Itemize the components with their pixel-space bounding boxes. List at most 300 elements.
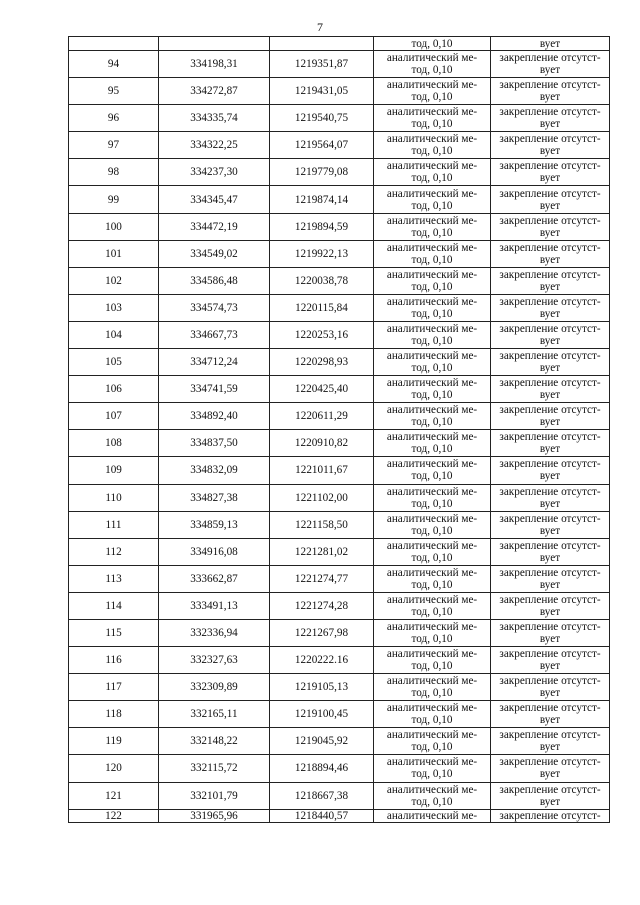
method-text bbox=[374, 513, 490, 537]
method-text bbox=[374, 431, 490, 455]
cell-x: 334335,74 bbox=[159, 105, 270, 132]
table-row bbox=[69, 51, 610, 78]
cell-method: тод, 0,10 bbox=[374, 37, 491, 51]
method-text bbox=[374, 296, 490, 320]
table-row bbox=[69, 430, 610, 457]
fixation-line-1: закрепление отсутст- bbox=[499, 377, 601, 390]
coordinates-table bbox=[68, 36, 610, 823]
method-line-2: тод, 0,10 bbox=[411, 660, 453, 673]
fixation-text bbox=[491, 79, 609, 103]
cell-point-number: 94 bbox=[69, 51, 159, 78]
fixation-line-1: закрепление отсутст- bbox=[499, 52, 601, 65]
fixation-line-2: вует bbox=[539, 605, 561, 618]
table-row bbox=[69, 511, 610, 538]
fixation-line-2: вует bbox=[539, 768, 561, 781]
fixation-line-1: закрепление отсутст- bbox=[499, 79, 601, 92]
method-line-2: тод, 0,10 bbox=[411, 253, 453, 266]
method-line-2: тод, 0,10 bbox=[411, 687, 453, 700]
cell-point-number: 100 bbox=[69, 213, 159, 240]
cell-point-number: 113 bbox=[69, 565, 159, 592]
cell-method bbox=[374, 403, 491, 430]
table-row bbox=[69, 538, 610, 565]
method-line-1: аналитический ме- bbox=[386, 133, 478, 146]
cell-y: 1220253,16 bbox=[270, 321, 374, 348]
cell-x: 333662,87 bbox=[159, 565, 270, 592]
cell-fixation bbox=[491, 159, 610, 186]
cell-y: 1220298,93 bbox=[270, 349, 374, 376]
cell-fixation bbox=[491, 457, 610, 484]
method-text bbox=[374, 79, 490, 103]
method-line-2: тод, 0,10 bbox=[411, 307, 453, 320]
fixation-text bbox=[491, 133, 609, 157]
cell-x bbox=[159, 37, 270, 51]
cell-point-number: 122 bbox=[69, 809, 159, 822]
fixation-line-2: вует bbox=[539, 551, 561, 564]
fixation-text bbox=[491, 540, 609, 564]
cell-x: 334272,87 bbox=[159, 78, 270, 105]
cell-point-number: 106 bbox=[69, 376, 159, 403]
method-line-2: тод, 0,10 bbox=[411, 389, 453, 402]
fixation-line-2: вует bbox=[539, 91, 561, 104]
method-line-1: аналитический ме- bbox=[386, 187, 478, 200]
fixation-line-1: закрепление отсутст- bbox=[499, 675, 601, 688]
method-line-1: аналитический ме- bbox=[386, 52, 478, 65]
cell-point-number: 103 bbox=[69, 294, 159, 321]
fixation-text bbox=[491, 729, 609, 753]
cell-fixation bbox=[491, 403, 610, 430]
cell-x: 334322,25 bbox=[159, 132, 270, 159]
method-line-1: аналитический ме- bbox=[386, 756, 478, 769]
table-row bbox=[69, 376, 610, 403]
method-line-2: тод, 0,10 bbox=[411, 334, 453, 347]
method-text bbox=[374, 702, 490, 726]
method-text bbox=[374, 52, 490, 76]
cell-x: 334667,73 bbox=[159, 321, 270, 348]
cell-point-number: 108 bbox=[69, 430, 159, 457]
method-text bbox=[374, 160, 490, 184]
cell-point-number: 110 bbox=[69, 484, 159, 511]
cell-point-number: 102 bbox=[69, 267, 159, 294]
cell-point-number: 117 bbox=[69, 674, 159, 701]
table-row bbox=[69, 782, 610, 809]
method-text bbox=[374, 621, 490, 645]
method-text bbox=[374, 269, 490, 293]
cell-y: 1220038,78 bbox=[270, 267, 374, 294]
fixation-text bbox=[491, 756, 609, 780]
cell-fixation bbox=[491, 132, 610, 159]
cell-x: 332309,89 bbox=[159, 674, 270, 701]
cell-fixation bbox=[491, 186, 610, 213]
cell-point-number: 95 bbox=[69, 78, 159, 105]
fixation-line-2: вует bbox=[539, 524, 561, 537]
method-line-1: аналитический ме- bbox=[386, 566, 478, 579]
cell-fixation bbox=[491, 701, 610, 728]
fixation-line-1: закрепление отсутст- bbox=[499, 160, 601, 173]
cell-point-number: 99 bbox=[69, 186, 159, 213]
cell-y: 1221102,00 bbox=[270, 484, 374, 511]
table-row bbox=[69, 565, 610, 592]
cell-point-number: 109 bbox=[69, 457, 159, 484]
cell-y: 1220425,40 bbox=[270, 376, 374, 403]
cell-method bbox=[374, 213, 491, 240]
cell-method bbox=[374, 701, 491, 728]
cell-y: 1221267,98 bbox=[270, 619, 374, 646]
cell-fixation bbox=[491, 267, 610, 294]
cell-x: 334837,50 bbox=[159, 430, 270, 457]
method-text bbox=[374, 540, 490, 564]
method-line-2: тод, 0,10 bbox=[411, 741, 453, 754]
cell-y: 1219540,75 bbox=[270, 105, 374, 132]
fixation-line-1: закрепление отсутст- bbox=[499, 214, 601, 227]
cell-method bbox=[374, 592, 491, 619]
cell-fixation bbox=[491, 51, 610, 78]
cell-fixation bbox=[491, 728, 610, 755]
fixation-text bbox=[491, 784, 609, 808]
method-line-1: аналитический ме- bbox=[386, 729, 478, 742]
cell-fixation bbox=[491, 565, 610, 592]
method-line-1: аналитический ме- bbox=[386, 268, 478, 281]
method-line-1: аналитический ме- bbox=[386, 79, 478, 92]
cell-y: 1220115,84 bbox=[270, 294, 374, 321]
fixation-line-2: вует bbox=[539, 199, 561, 212]
method-text bbox=[374, 404, 490, 428]
method-text bbox=[374, 377, 490, 401]
method-line-1: аналитический ме- bbox=[386, 106, 478, 119]
fixation-text bbox=[491, 323, 609, 347]
cell-point-number: 104 bbox=[69, 321, 159, 348]
method-text bbox=[374, 242, 490, 266]
cell-x: 334859,13 bbox=[159, 511, 270, 538]
fixation-line-1: закрепление отсутст- bbox=[499, 783, 601, 796]
cell-y: 1219922,13 bbox=[270, 240, 374, 267]
method-text bbox=[374, 215, 490, 239]
fixation-text bbox=[491, 648, 609, 672]
table-row bbox=[69, 755, 610, 782]
cell-x: 332101,79 bbox=[159, 782, 270, 809]
fixation-line-2: вует bbox=[539, 660, 561, 673]
table-row bbox=[69, 105, 610, 132]
cell-fixation bbox=[491, 430, 610, 457]
cell-y: 1219351,87 bbox=[270, 51, 374, 78]
cell-y: 1219100,45 bbox=[270, 701, 374, 728]
cell-y: 1221274,28 bbox=[270, 592, 374, 619]
method-line-2: тод, 0,10 bbox=[411, 633, 453, 646]
cell-y: 1221274,77 bbox=[270, 565, 374, 592]
method-text bbox=[374, 675, 490, 699]
cell-fixation bbox=[491, 647, 610, 674]
fixation-line-1: закрепление отсутст- bbox=[499, 431, 601, 444]
method-line-1: аналитический ме- bbox=[386, 485, 478, 498]
cell-point-number: 112 bbox=[69, 538, 159, 565]
fixation-text bbox=[491, 567, 609, 591]
fixation-line-1: закрепление отсутст- bbox=[499, 512, 601, 525]
method-text bbox=[374, 648, 490, 672]
cell-method bbox=[374, 78, 491, 105]
cell-method bbox=[374, 186, 491, 213]
method-line-1: аналитический ме- bbox=[386, 214, 478, 227]
fixation-text bbox=[491, 377, 609, 401]
cell-method bbox=[374, 321, 491, 348]
fixation-line-2: вует bbox=[539, 362, 561, 375]
fixation-line-2: вует bbox=[539, 443, 561, 456]
method-line-1: аналитический ме- bbox=[386, 593, 478, 606]
cell-fixation bbox=[491, 782, 610, 809]
cell-fixation bbox=[491, 619, 610, 646]
fixation-line-1: закрепление отсутст- bbox=[499, 404, 601, 417]
cell-fixation bbox=[491, 755, 610, 782]
fixation-text bbox=[491, 486, 609, 510]
table-row bbox=[69, 349, 610, 376]
cell-fixation bbox=[491, 538, 610, 565]
fixation-line-1: закрепление отсутст- bbox=[499, 268, 601, 281]
fixation-text bbox=[491, 296, 609, 320]
fixation-text bbox=[491, 242, 609, 266]
method-line-1: аналитический ме- bbox=[386, 702, 478, 715]
cell-method bbox=[374, 159, 491, 186]
fixation-line-1: закрепление отсутст- bbox=[499, 187, 601, 200]
method-line-1: аналитический ме- bbox=[386, 512, 478, 525]
fixation-text bbox=[491, 675, 609, 699]
method-line-1: аналитический ме- bbox=[386, 783, 478, 796]
fixation-text bbox=[491, 160, 609, 184]
fixation-line-1: закрепление отсутст- bbox=[499, 566, 601, 579]
fixation-line-2: вует bbox=[539, 714, 561, 727]
fixation-text bbox=[491, 431, 609, 455]
method-line-1: аналитический ме- bbox=[386, 621, 478, 634]
cell-method bbox=[374, 538, 491, 565]
fixation-text bbox=[491, 215, 609, 239]
cell-y: 1220222.16 bbox=[270, 647, 374, 674]
cell-point-number: 105 bbox=[69, 349, 159, 376]
cell-fixation bbox=[491, 674, 610, 701]
method-line-2: тод, 0,10 bbox=[411, 578, 453, 591]
fixation-line-2: вует bbox=[539, 389, 561, 402]
fixation-text bbox=[491, 513, 609, 537]
cell-x: 334916,08 bbox=[159, 538, 270, 565]
cell-y: 1219045,92 bbox=[270, 728, 374, 755]
fixation-line-2: вует bbox=[539, 416, 561, 429]
cell-method bbox=[374, 294, 491, 321]
cell-method bbox=[374, 782, 491, 809]
fixation-line-2: вует bbox=[539, 470, 561, 483]
method-line-1: аналитический ме- bbox=[386, 431, 478, 444]
fixation-line-2: вует bbox=[539, 64, 561, 77]
cell-point-number: 120 bbox=[69, 755, 159, 782]
table-row bbox=[69, 619, 610, 646]
method-text bbox=[374, 133, 490, 157]
cell-point-number bbox=[69, 37, 159, 51]
table-row bbox=[69, 701, 610, 728]
fixation-line-1: закрепление отсутст- bbox=[499, 485, 601, 498]
method-line-1: аналитический ме- bbox=[386, 648, 478, 661]
cell-point-number: 119 bbox=[69, 728, 159, 755]
cell-x: 331965,96 bbox=[159, 809, 270, 822]
cell-x: 334574,73 bbox=[159, 294, 270, 321]
cell-y: 1221158,50 bbox=[270, 511, 374, 538]
fixation-line-2: вует bbox=[539, 497, 561, 510]
cell-y: 1221281,02 bbox=[270, 538, 374, 565]
cell-y: 1219874,14 bbox=[270, 186, 374, 213]
method-text bbox=[374, 458, 490, 482]
method-line-2: тод, 0,10 bbox=[411, 362, 453, 375]
cell-fixation: закрепление отсутст- bbox=[491, 809, 610, 822]
method-text bbox=[374, 567, 490, 591]
method-line-1: аналитический ме- bbox=[386, 539, 478, 552]
cell-method bbox=[374, 728, 491, 755]
cell-point-number: 101 bbox=[69, 240, 159, 267]
cell-method bbox=[374, 565, 491, 592]
method-line-1: аналитический ме- bbox=[386, 675, 478, 688]
fixation-text bbox=[491, 188, 609, 212]
cell-point-number: 115 bbox=[69, 619, 159, 646]
fixation-text bbox=[491, 458, 609, 482]
cell-x: 334892,40 bbox=[159, 403, 270, 430]
table-row bbox=[69, 78, 610, 105]
cell-point-number: 107 bbox=[69, 403, 159, 430]
method-line-2: тод, 0,10 bbox=[411, 497, 453, 510]
method-line-2: тод, 0,10 bbox=[411, 443, 453, 456]
cell-fixation bbox=[491, 105, 610, 132]
method-line-1: аналитический ме- bbox=[386, 160, 478, 173]
cell-y: 1218894,46 bbox=[270, 755, 374, 782]
cell-point-number: 98 bbox=[69, 159, 159, 186]
cell-fixation: вует bbox=[491, 37, 610, 51]
fixation-line-1: закрепление отсутст- bbox=[499, 593, 601, 606]
table-row bbox=[69, 240, 610, 267]
cell-method bbox=[374, 647, 491, 674]
method-text bbox=[374, 784, 490, 808]
fixation-text bbox=[491, 52, 609, 76]
fixation-line-1: закрепление отсутст- bbox=[499, 350, 601, 363]
cell-x: 334198,31 bbox=[159, 51, 270, 78]
cell-method bbox=[374, 240, 491, 267]
method-line-2: тод, 0,10 bbox=[411, 524, 453, 537]
fixation-line-2: вует bbox=[539, 226, 561, 239]
table-row-continued bbox=[69, 37, 610, 51]
cell-x: 334832,09 bbox=[159, 457, 270, 484]
table-row bbox=[69, 321, 610, 348]
fixation-text bbox=[491, 404, 609, 428]
table-row bbox=[69, 132, 610, 159]
method-text bbox=[374, 323, 490, 347]
page-number: 7 bbox=[317, 20, 323, 34]
fixation-line-2: вует bbox=[539, 687, 561, 700]
fixation-text bbox=[491, 269, 609, 293]
cell-method bbox=[374, 267, 491, 294]
fixation-line-2: вует bbox=[539, 145, 561, 158]
cell-fixation bbox=[491, 321, 610, 348]
method-text bbox=[374, 188, 490, 212]
fixation-line-1: закрепление отсутст- bbox=[499, 458, 601, 471]
fixation-line-2: вует bbox=[539, 307, 561, 320]
cell-point-number: 97 bbox=[69, 132, 159, 159]
cell-fixation bbox=[491, 78, 610, 105]
table-row bbox=[69, 457, 610, 484]
cell-fixation bbox=[491, 484, 610, 511]
fixation-line-2: вует bbox=[539, 253, 561, 266]
fixation-text bbox=[491, 702, 609, 726]
coordinates-table-body bbox=[69, 37, 610, 823]
fixation-line-1: закрепление отсутст- bbox=[499, 322, 601, 335]
method-line-2: тод, 0,10 bbox=[411, 714, 453, 727]
method-line-2: тод, 0,10 bbox=[411, 551, 453, 564]
fixation-line-1: закрепление отсутст- bbox=[499, 106, 601, 119]
fixation-line-2: вует bbox=[539, 741, 561, 754]
cell-y: 1221011,67 bbox=[270, 457, 374, 484]
cell-x: 334345,47 bbox=[159, 186, 270, 213]
cell-point-number: 114 bbox=[69, 592, 159, 619]
method-line-2: тод, 0,10 bbox=[411, 64, 453, 77]
cell-method bbox=[374, 349, 491, 376]
method-line-1: аналитический ме- bbox=[386, 322, 478, 335]
table-row bbox=[69, 647, 610, 674]
table-row bbox=[69, 294, 610, 321]
fixation-text bbox=[491, 350, 609, 374]
cell-method bbox=[374, 457, 491, 484]
cell-x: 334472,19 bbox=[159, 213, 270, 240]
cell-x: 334827,38 bbox=[159, 484, 270, 511]
cell-y: 1219105,13 bbox=[270, 674, 374, 701]
cell-point-number: 111 bbox=[69, 511, 159, 538]
method-line-2: тод, 0,10 bbox=[411, 470, 453, 483]
fixation-line-1: закрепление отсутст- bbox=[499, 241, 601, 254]
method-line-2: тод, 0,10 bbox=[411, 280, 453, 293]
table-row bbox=[69, 674, 610, 701]
method-text bbox=[374, 486, 490, 510]
cell-x: 333491,13 bbox=[159, 592, 270, 619]
cell-y: 1219894,59 bbox=[270, 213, 374, 240]
fixation-line-1: закрепление отсутст- bbox=[499, 539, 601, 552]
table-row bbox=[69, 213, 610, 240]
cell-fixation bbox=[491, 213, 610, 240]
cell-method bbox=[374, 511, 491, 538]
cell-y: 1220611,29 bbox=[270, 403, 374, 430]
cell-y: 1219431,05 bbox=[270, 78, 374, 105]
cell-y: 1218667,38 bbox=[270, 782, 374, 809]
method-line-2: тод, 0,10 bbox=[411, 145, 453, 158]
table-row bbox=[69, 403, 610, 430]
fixation-line-1: закрепление отсутст- bbox=[499, 756, 601, 769]
cell-point-number: 118 bbox=[69, 701, 159, 728]
cell-point-number: 116 bbox=[69, 647, 159, 674]
cell-method bbox=[374, 51, 491, 78]
method-line-2: тод, 0,10 bbox=[411, 91, 453, 104]
method-text bbox=[374, 594, 490, 618]
cell-x: 332327,63 bbox=[159, 647, 270, 674]
method-line-1: аналитический ме- bbox=[386, 295, 478, 308]
method-line-2: тод, 0,10 bbox=[411, 118, 453, 131]
table-row-last bbox=[69, 809, 610, 822]
cell-x: 332165,11 bbox=[159, 701, 270, 728]
table-row bbox=[69, 159, 610, 186]
fixation-line-2: вует bbox=[539, 578, 561, 591]
fixation-line-2: вует bbox=[539, 118, 561, 131]
cell-x: 332336,94 bbox=[159, 619, 270, 646]
cell-y: 1219564,07 bbox=[270, 132, 374, 159]
fixation-line-2: вует bbox=[539, 633, 561, 646]
method-line-1: аналитический ме- bbox=[386, 241, 478, 254]
table-row bbox=[69, 592, 610, 619]
cell-x: 332148,22 bbox=[159, 728, 270, 755]
method-text bbox=[374, 350, 490, 374]
method-line-1: аналитический ме- bbox=[386, 458, 478, 471]
method-text bbox=[374, 106, 490, 130]
method-line-1: аналитический ме- bbox=[386, 377, 478, 390]
cell-y: 1220910,82 bbox=[270, 430, 374, 457]
cell-method bbox=[374, 132, 491, 159]
fixation-line-2: вует bbox=[539, 795, 561, 808]
fixation-text bbox=[491, 106, 609, 130]
